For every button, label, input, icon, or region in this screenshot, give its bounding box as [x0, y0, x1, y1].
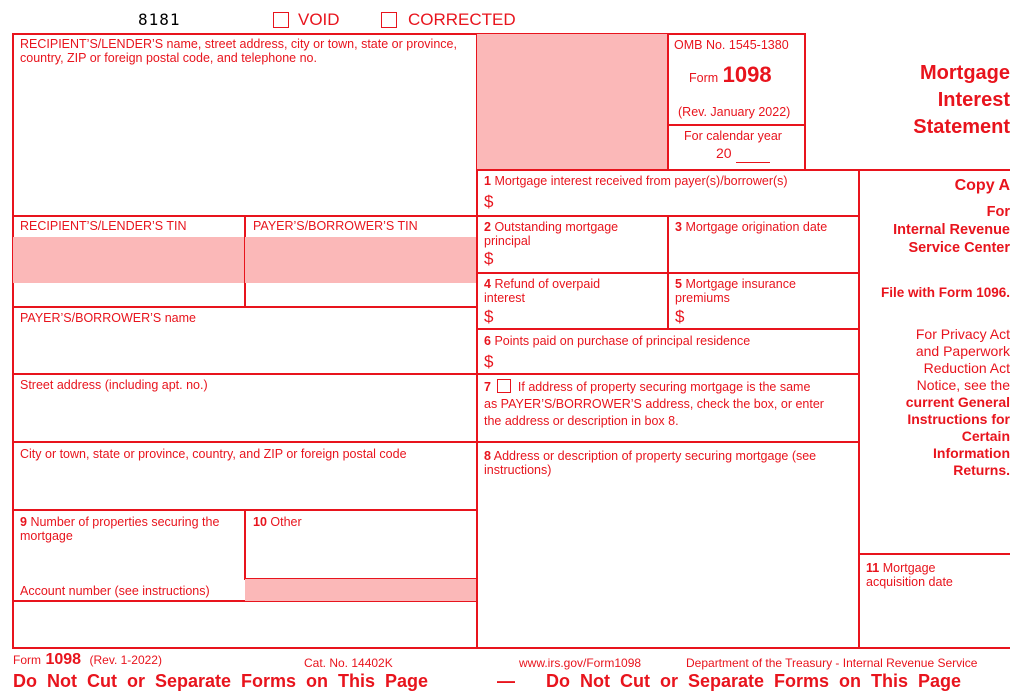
box-2-field[interactable] — [498, 248, 666, 271]
box-2-label — [484, 220, 664, 248]
irs-line-2: Service Center — [908, 240, 1010, 256]
payer-tin-field[interactable] — [246, 237, 475, 305]
box-11-number: 11 — [866, 561, 880, 575]
box-7-text-3: the address or description in box 8. — [484, 414, 679, 428]
payer-name-field[interactable] — [14, 327, 474, 372]
box-4-dollar: $ — [484, 307, 494, 326]
grid-line — [12, 33, 805, 35]
box-2-number: 2 — [484, 220, 491, 234]
box-4-label — [484, 277, 664, 305]
form-number: 1098 — [722, 62, 772, 87]
box-3-field[interactable] — [670, 238, 857, 271]
grid-line — [804, 33, 806, 169]
grid-line — [12, 373, 477, 375]
box-8-label — [484, 449, 856, 477]
box-5-number: 5 — [675, 277, 682, 291]
corrected-checkbox[interactable] — [381, 12, 397, 28]
recipient-name-label: RECIPIENT’S/LENDER’S name, street address, city or town, state or province, country, ZIP or foreign postal code, and telephone no. — [20, 37, 457, 65]
calendar-year-label: For calendar year — [684, 129, 782, 143]
box-11-label — [866, 561, 1006, 589]
title-line-2: Interest — [937, 89, 1010, 111]
privacy-notice — [860, 326, 1010, 479]
footer-url[interactable]: www.irs.gov/Form1098 — [519, 656, 642, 670]
irs-line-1: Internal Revenue — [893, 222, 1010, 238]
footer-department: Department of the Treasury - Internal Revenue Service — [686, 656, 978, 670]
box-11-text-2: acquisition date — [866, 575, 953, 589]
calendar-year — [716, 145, 732, 161]
title-line-3: Statement — [913, 116, 1010, 138]
copy-for: For — [986, 204, 1010, 220]
box-11-text: Mortgage — [882, 561, 936, 575]
box-1-dollar: $ — [484, 192, 494, 211]
box-10-number: 10 — [253, 515, 267, 529]
privacy-line-4: Notice, see the — [916, 377, 1010, 393]
box-6-number: 6 — [484, 334, 491, 348]
box-1-text: Mortgage interest received from payer(s)/borrower(s) — [494, 174, 788, 188]
box-2-text-2: principal — [484, 234, 531, 248]
box-7-number: 7 — [484, 380, 491, 394]
box-1-number: 1 — [484, 174, 491, 188]
box-6-label — [484, 334, 750, 348]
box-8-text: Address or description of property securing mortgage (see — [493, 449, 817, 463]
box-7-label — [484, 379, 856, 430]
box-9-text-2: mortgage — [20, 529, 73, 543]
box-3-text: Mortgage origination date — [685, 220, 828, 234]
file-with-label: File with Form 1096. — [880, 285, 1010, 300]
box-1-field[interactable] — [498, 190, 856, 214]
footer-form-number: 1098 — [45, 651, 82, 668]
footer-form-word: Form — [13, 653, 41, 667]
privacy-line-2: and Paperwork — [915, 343, 1010, 359]
box-10-field[interactable] — [246, 532, 475, 577]
grid-line — [667, 33, 669, 169]
box-3-number: 3 — [675, 220, 682, 234]
recipient-tin-field[interactable] — [14, 237, 243, 305]
payer-tin-label: PAYER’S/BORROWER’S TIN — [253, 219, 418, 233]
recipient-name-field[interactable] — [14, 70, 474, 213]
footer-cat-number: Cat. No. 14402K — [304, 656, 393, 670]
box-7-text: If address of property securing mortgage is the same — [517, 380, 811, 394]
grid-line — [12, 306, 477, 308]
box-2-text: Outstanding mortgage — [494, 220, 619, 234]
omb-number: OMB No. 1545-1380 — [674, 38, 789, 52]
grid-line — [476, 169, 1010, 171]
city-field[interactable] — [14, 463, 474, 508]
box-7-checkbox[interactable] — [497, 379, 511, 393]
box-5-text-2: premiums — [675, 291, 730, 305]
grid-line — [667, 124, 805, 126]
box-7-text-2: as PAYER’S/BORROWER’S address, check the box, or enter — [484, 397, 824, 411]
box-9-label — [20, 515, 242, 543]
grid-line — [476, 373, 859, 375]
grid-line — [858, 553, 1010, 555]
corrected-label: CORRECTED — [408, 10, 516, 29]
void-label: VOID — [298, 10, 340, 29]
year-prefix: 20 — [716, 145, 732, 161]
shaded-area — [245, 579, 476, 601]
box-3-label — [675, 220, 827, 234]
grid-line — [12, 441, 477, 443]
privacy-line-3: Reduction Act — [923, 360, 1010, 376]
box-6-field[interactable] — [498, 350, 856, 372]
box-4-field[interactable] — [498, 305, 666, 327]
box-10-label — [253, 515, 302, 529]
box-6-dollar: $ — [484, 352, 494, 371]
privacy-line-8: Information — [933, 445, 1010, 461]
box-5-dollar: $ — [675, 307, 685, 326]
form-word: Form — [689, 71, 719, 85]
account-number-field[interactable] — [14, 602, 474, 646]
form-title-block — [689, 62, 772, 88]
box-5-text: Mortgage insurance — [685, 277, 796, 291]
title-line-1: Mortgage — [920, 62, 1010, 84]
box-1-label — [484, 174, 788, 188]
box-4-text: Refund of overpaid — [494, 277, 601, 291]
copy-label: Copy A — [954, 177, 1010, 194]
shaded-area — [477, 34, 667, 169]
privacy-line-7: Certain — [961, 428, 1010, 444]
void-checkbox[interactable] — [273, 12, 289, 28]
footer-form — [13, 651, 162, 669]
recipient-tin-label: RECIPIENT’S/LENDER’S TIN — [20, 219, 187, 233]
box-8-field[interactable] — [478, 480, 857, 646]
box-8-number: 8 — [484, 449, 491, 463]
box-5-field[interactable] — [689, 305, 857, 327]
grid-line — [476, 328, 859, 330]
box-4-number: 4 — [484, 277, 491, 291]
box-9-text: Number of properties securing the — [30, 515, 220, 529]
box-8-text-2: instructions) — [484, 463, 552, 477]
street-address-label: Street address (including apt. no.) — [20, 378, 208, 392]
account-number-label: Account number (see instructions) — [20, 584, 210, 598]
warning-right: Do Not Cut or Separate Forms on This Page — [546, 671, 962, 691]
privacy-line-1: For Privacy Act — [915, 326, 1010, 342]
warning-dash: — — [497, 671, 515, 691]
calendar-year-field[interactable] — [736, 146, 770, 163]
form-code: 8181 — [138, 10, 181, 29]
box-4-text-2: interest — [484, 291, 525, 305]
city-label: City or town, state or province, country, and ZIP or foreign postal code — [20, 447, 407, 461]
box-9-number: 9 — [20, 515, 27, 529]
box-2-dollar: $ — [484, 249, 494, 268]
footer-revision: (Rev. 1-2022) — [89, 653, 162, 667]
privacy-line-9: Returns. — [953, 462, 1010, 478]
box-6-text: Points paid on purchase of principal residence — [494, 334, 751, 348]
grid-line — [476, 441, 859, 443]
box-5-label — [675, 277, 855, 305]
payer-name-label: PAYER’S/BORROWER’S name — [20, 311, 196, 325]
privacy-line-6: Instructions for — [907, 411, 1010, 427]
grid-line — [12, 647, 1010, 649]
form-revision: (Rev. January 2022) — [678, 105, 791, 119]
privacy-line-5: current General — [905, 394, 1010, 410]
grid-line — [667, 215, 669, 328]
street-address-field[interactable] — [14, 394, 474, 440]
form-title — [830, 60, 1010, 141]
warning-left: Do Not Cut or Separate Forms on This Page — [13, 671, 429, 691]
box-10-text: Other — [270, 515, 302, 529]
box-11-field[interactable] — [860, 594, 1008, 646]
copy-for-block — [893, 203, 1010, 257]
